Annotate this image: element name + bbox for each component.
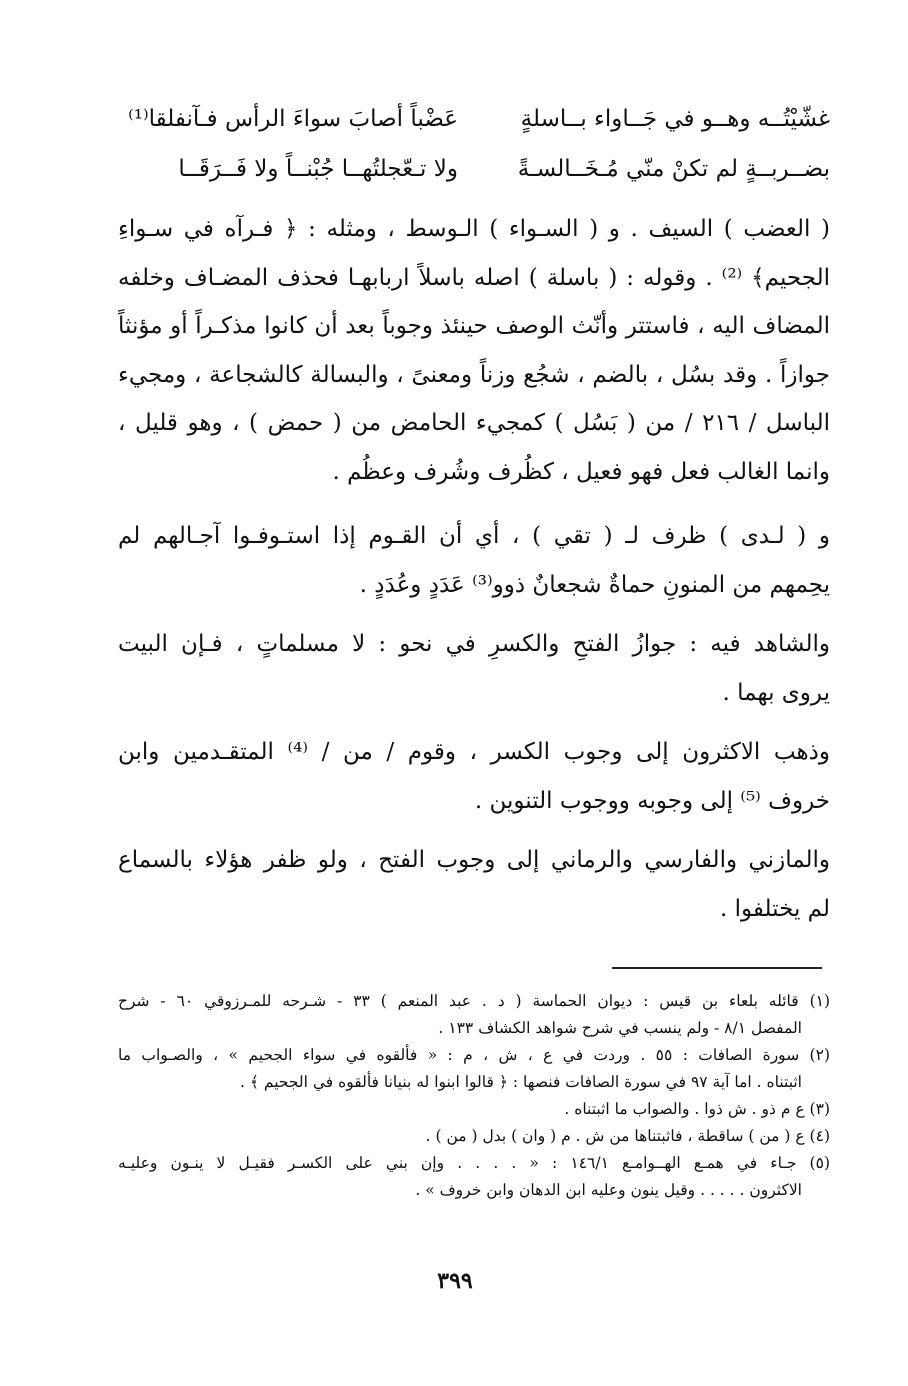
body-paragraph <box>118 836 830 933</box>
body-paragraph <box>118 512 830 609</box>
footnote <box>118 1150 830 1204</box>
footnote <box>118 1096 830 1123</box>
text-line: الجحيم﴾ ⁽²⁾ . وقوله : ( باسلة ) اصله باسلاً اربابهـا فحذف المضـاف وخلفه <box>118 264 830 291</box>
body-paragraph <box>118 205 830 496</box>
footnote-line: المفصل ٨/١ - ولم ينسب في شرح شواهد الكشاف ١٣٣ . <box>438 1019 802 1037</box>
text-line: و ( لـدى ) ظرف لـ ( تقي ) ، أي أن القـوم إذا استـوفـوا آجـالهم لم <box>118 523 830 549</box>
text-line: المضاف اليه ، فاستتر وأنّث الوصف حينئذ وجوباً بعد أن كانوا مذكـراً أو مؤنثاً <box>118 313 830 339</box>
text-line: جوازاً . وقد بسُل ، بالضم ، شجُع وزناً ومعنىً ، والبسالة كالشجاعة ، ومجيء <box>118 361 830 388</box>
footnote-line: (١) قائله بلعاء بن قيس : ديوان الحماسة ( د . عبد المنعم ) ٣٣ - شـرحه للمـرزوقي ٦٠ - شرح <box>118 992 830 1010</box>
footnote-line: (٤) ع ( من ) ساقطة ، فاثبتناها من ش . م ( وان ) بدل ( من ) . <box>425 1127 830 1145</box>
footnote <box>118 1042 830 1096</box>
text-line: ( العضب ) السيف . و ( السـواء ) الـوسط ، ومثله : ﴿ فـرآه في سـواءِ <box>118 216 830 242</box>
footnote <box>118 988 830 1042</box>
text-line: لم يختلفوا . <box>720 895 830 922</box>
verse-hemistich: بضــربــةٍ لم تكنْ منّي مُـخَــالسـةً <box>517 156 830 182</box>
text-line: وذهب الاكثرون إلى وجوب الكسر ، وقوم / من / ⁽⁴⁾ المتقـدمين وابن <box>118 739 830 765</box>
footnote-line: (٣) ع م ذو . ش ذوا . والصواب ما اثبتناه . <box>564 1100 830 1118</box>
poetry-verse <box>118 94 830 194</box>
text-line: الباسل / ٢١٦ / من ( بَسُل ) كمجيء الحامض من ( حمض ) ، وهو قليل ، <box>118 410 830 436</box>
text-line: وانما الغالب فعل فهو فعيل ، كظُرف وشُرف وعظُم . <box>332 458 830 485</box>
text-line: يروى بهما . <box>722 679 830 706</box>
text-line: يحِمهم من المنونِ حماةٌ شجعانٌ ذوو⁽³⁾ عَدَدٍ وعُدَدٍ . <box>359 571 830 598</box>
footnote-separator <box>612 967 822 969</box>
body-paragraph <box>118 620 830 717</box>
footnote-line: اثبتناه . اما آية ٩٧ في سورة الصافات فنصها : ﴿ قالوا ابنوا له بنيانا فألقوه في الجحيم ﴾ . <box>240 1073 802 1091</box>
body-paragraph <box>118 728 830 825</box>
verse-hemistich: غشّيْتُــه وهــو في جَــاواء بــاسلةٍ <box>520 106 830 132</box>
verse-line <box>118 94 830 144</box>
footnote-line: الاكثرون . . . . . وقيل ينون وعليه ابن الدهان وابن خروف » . <box>415 1181 802 1199</box>
text-line: خروف ⁽⁵⁾ إلى وجوبه ووجوب التنوين . <box>474 787 830 814</box>
verse-line <box>118 144 830 194</box>
footnote-line: (٥) جـاء في همـع الهــوامـع ١٤٦/١ : « . . . . وإن بني على الكسـر فقيـل لا ينـون وعليـه <box>118 1154 830 1172</box>
text-line: والمازني والفارسي والرماني إلى وجوب الفتح ، ولو ظفر هؤلاء بالسماع <box>118 847 830 873</box>
footnote-line: (٢) سورة الصافات : ٥٥ . وردت في ع ، ش ، م : « فألقوه في سواء الجحيم » ، والصـواب ما <box>118 1046 830 1064</box>
page-number: ٣٩٩ <box>437 1268 473 1294</box>
text-line: والشاهد فيه : جوازُ الفتحِ والكسرِ في نحو : لا مسلماتٍ ، فـإن البيت <box>118 631 830 657</box>
verse-hemistich: ولا تـعّجلتُهــا جُبْنــاً ولا فَــرَقَــا <box>178 156 458 182</box>
verse-hemistich: عَضْباً أصابَ سواءَ الرأس فـآنفلقا⁽¹⁾ <box>128 106 458 132</box>
footnote <box>118 1123 830 1150</box>
footnotes <box>118 988 830 1204</box>
